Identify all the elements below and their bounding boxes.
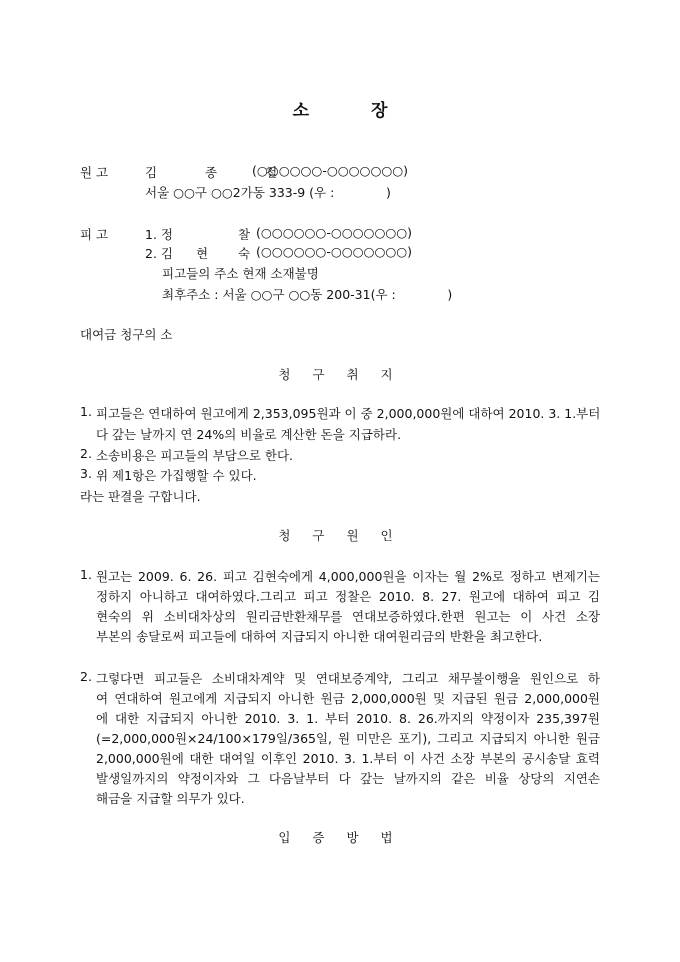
- defendant-2-id: (○○○○○○-○○○○○○○): [256, 244, 413, 259]
- defendant-1-id: (○○○○○○-○○○○○○○): [256, 225, 413, 240]
- cause-para-1-line-1: 원고는 2009. 6. 26. 피고 김현숙에게 4,000,000원을 이자는 월 2%로 정하고 변제기는: [96, 569, 600, 584]
- defendant-1-no: 1. 정: [145, 227, 173, 242]
- cause-para-2-line-7: 해금을 지급할 의무가 있다.: [96, 791, 245, 806]
- defendant-2-tail: 숙: [238, 246, 251, 261]
- claim-item-1-line-2: 다 갚는 날까지 연 24%의 비율로 계산한 돈을 지급하라.: [96, 427, 402, 442]
- claim-item-1-no: 1.: [80, 404, 92, 419]
- claim-closing: 라는 판결을 구합니다.: [80, 489, 201, 504]
- cause-para-2-line-2: 여 연대하여 원고에게 지급되지 아니한 원금 2,000,000원 및 지급된 원금 2,000,000원: [96, 691, 600, 706]
- plaintiff-id: (○○○○○○-○○○○○○○): [252, 163, 409, 178]
- cause-para-2-line-3: 에 대한 지급되지 아니한 2010. 3. 1. 부터 2010. 8. 26.까지의 약정이자 235,397원: [96, 711, 600, 726]
- document-title: [0, 96, 680, 121]
- claim-item-3-no: 3.: [80, 466, 92, 481]
- defendant-1-name-tail: 찰: [238, 227, 251, 242]
- defendant-2-mid: 현: [196, 246, 209, 261]
- section-heading-evidence: 입 증 방 법: [278, 830, 402, 845]
- cause-para-1-line-3: 현숙의 위 소비대차상의 원리금반환채무를 연대보증하였다.한편 원고는 이 사건 소장: [96, 609, 600, 624]
- cause-para-1-line-4: 부본의 송달로써 피고들에 대하여 지급되지 아니한 대여원리금의 반환을 최고한다.: [96, 629, 543, 644]
- defendant-last-address: 최후주소 : 서울 ○○구 ○○동 200-31(우 : ): [162, 287, 453, 302]
- cause-para-1-line-2: 정하지 아니하고 대여하였다.그리고 피고 정찰은 2010. 8. 27. 원고에 대하여 피고 김: [96, 589, 600, 604]
- defendant-address-note: 피고들의 주소 현재 소재불명: [162, 266, 319, 281]
- cause-para-2-no: 2.: [80, 669, 92, 684]
- cause-para-2-line-1: 그렇다면 피고들은 소비대차계약 및 연대보증계약, 그리고 채무불이행을 원인으로 하: [96, 671, 600, 686]
- cause-para-2-line-5: 2,000,000원에 대한 대여일 이후인 2010. 3. 1.부터 이 사건 소장 부본의 공시송달 효력: [96, 751, 600, 766]
- title-char-1: 소: [292, 101, 309, 121]
- claim-item-1-line-1: 피고들은 연대하여 원고에게 2,353,095원과 이 중 2,000,000원에 대하여 2010. 3. 1.부터: [96, 406, 601, 421]
- defendant-label: 피 고: [80, 227, 109, 242]
- section-heading-claim-purpose: 청 구 취 지: [278, 367, 402, 382]
- cause-para-2-line-6: 발생일까지의 약정이자와 그 다음날부터 다 갚는 날까지의 같은 비율 상당의 지연손: [96, 771, 600, 786]
- case-name: 대여금 청구의 소: [80, 327, 173, 342]
- defendant-2-no: 2. 김: [145, 246, 173, 261]
- cause-para-2-line-4: (=2,000,000원×24/100×179일/365일, 원 미만은 포기), 그리고 지급되지 아니한 원금: [96, 731, 600, 746]
- section-heading-claim-cause: 청 구 원 인: [278, 528, 402, 543]
- plaintiff-name: 김 종 철: [145, 165, 300, 180]
- plaintiff-address: 서울 ○○구 ○○2가동 333-9 (우 : ): [145, 185, 391, 200]
- claim-item-2-no: 2.: [80, 446, 92, 461]
- cause-para-1-no: 1.: [80, 567, 92, 582]
- claim-item-3-text: 위 제1항은 가집행할 수 있다.: [96, 468, 257, 483]
- plaintiff-label: 원 고: [80, 165, 109, 180]
- claim-item-2-text: 소송비용은 피고들의 부담으로 한다.: [96, 448, 294, 463]
- title-char-2: 장: [371, 101, 388, 121]
